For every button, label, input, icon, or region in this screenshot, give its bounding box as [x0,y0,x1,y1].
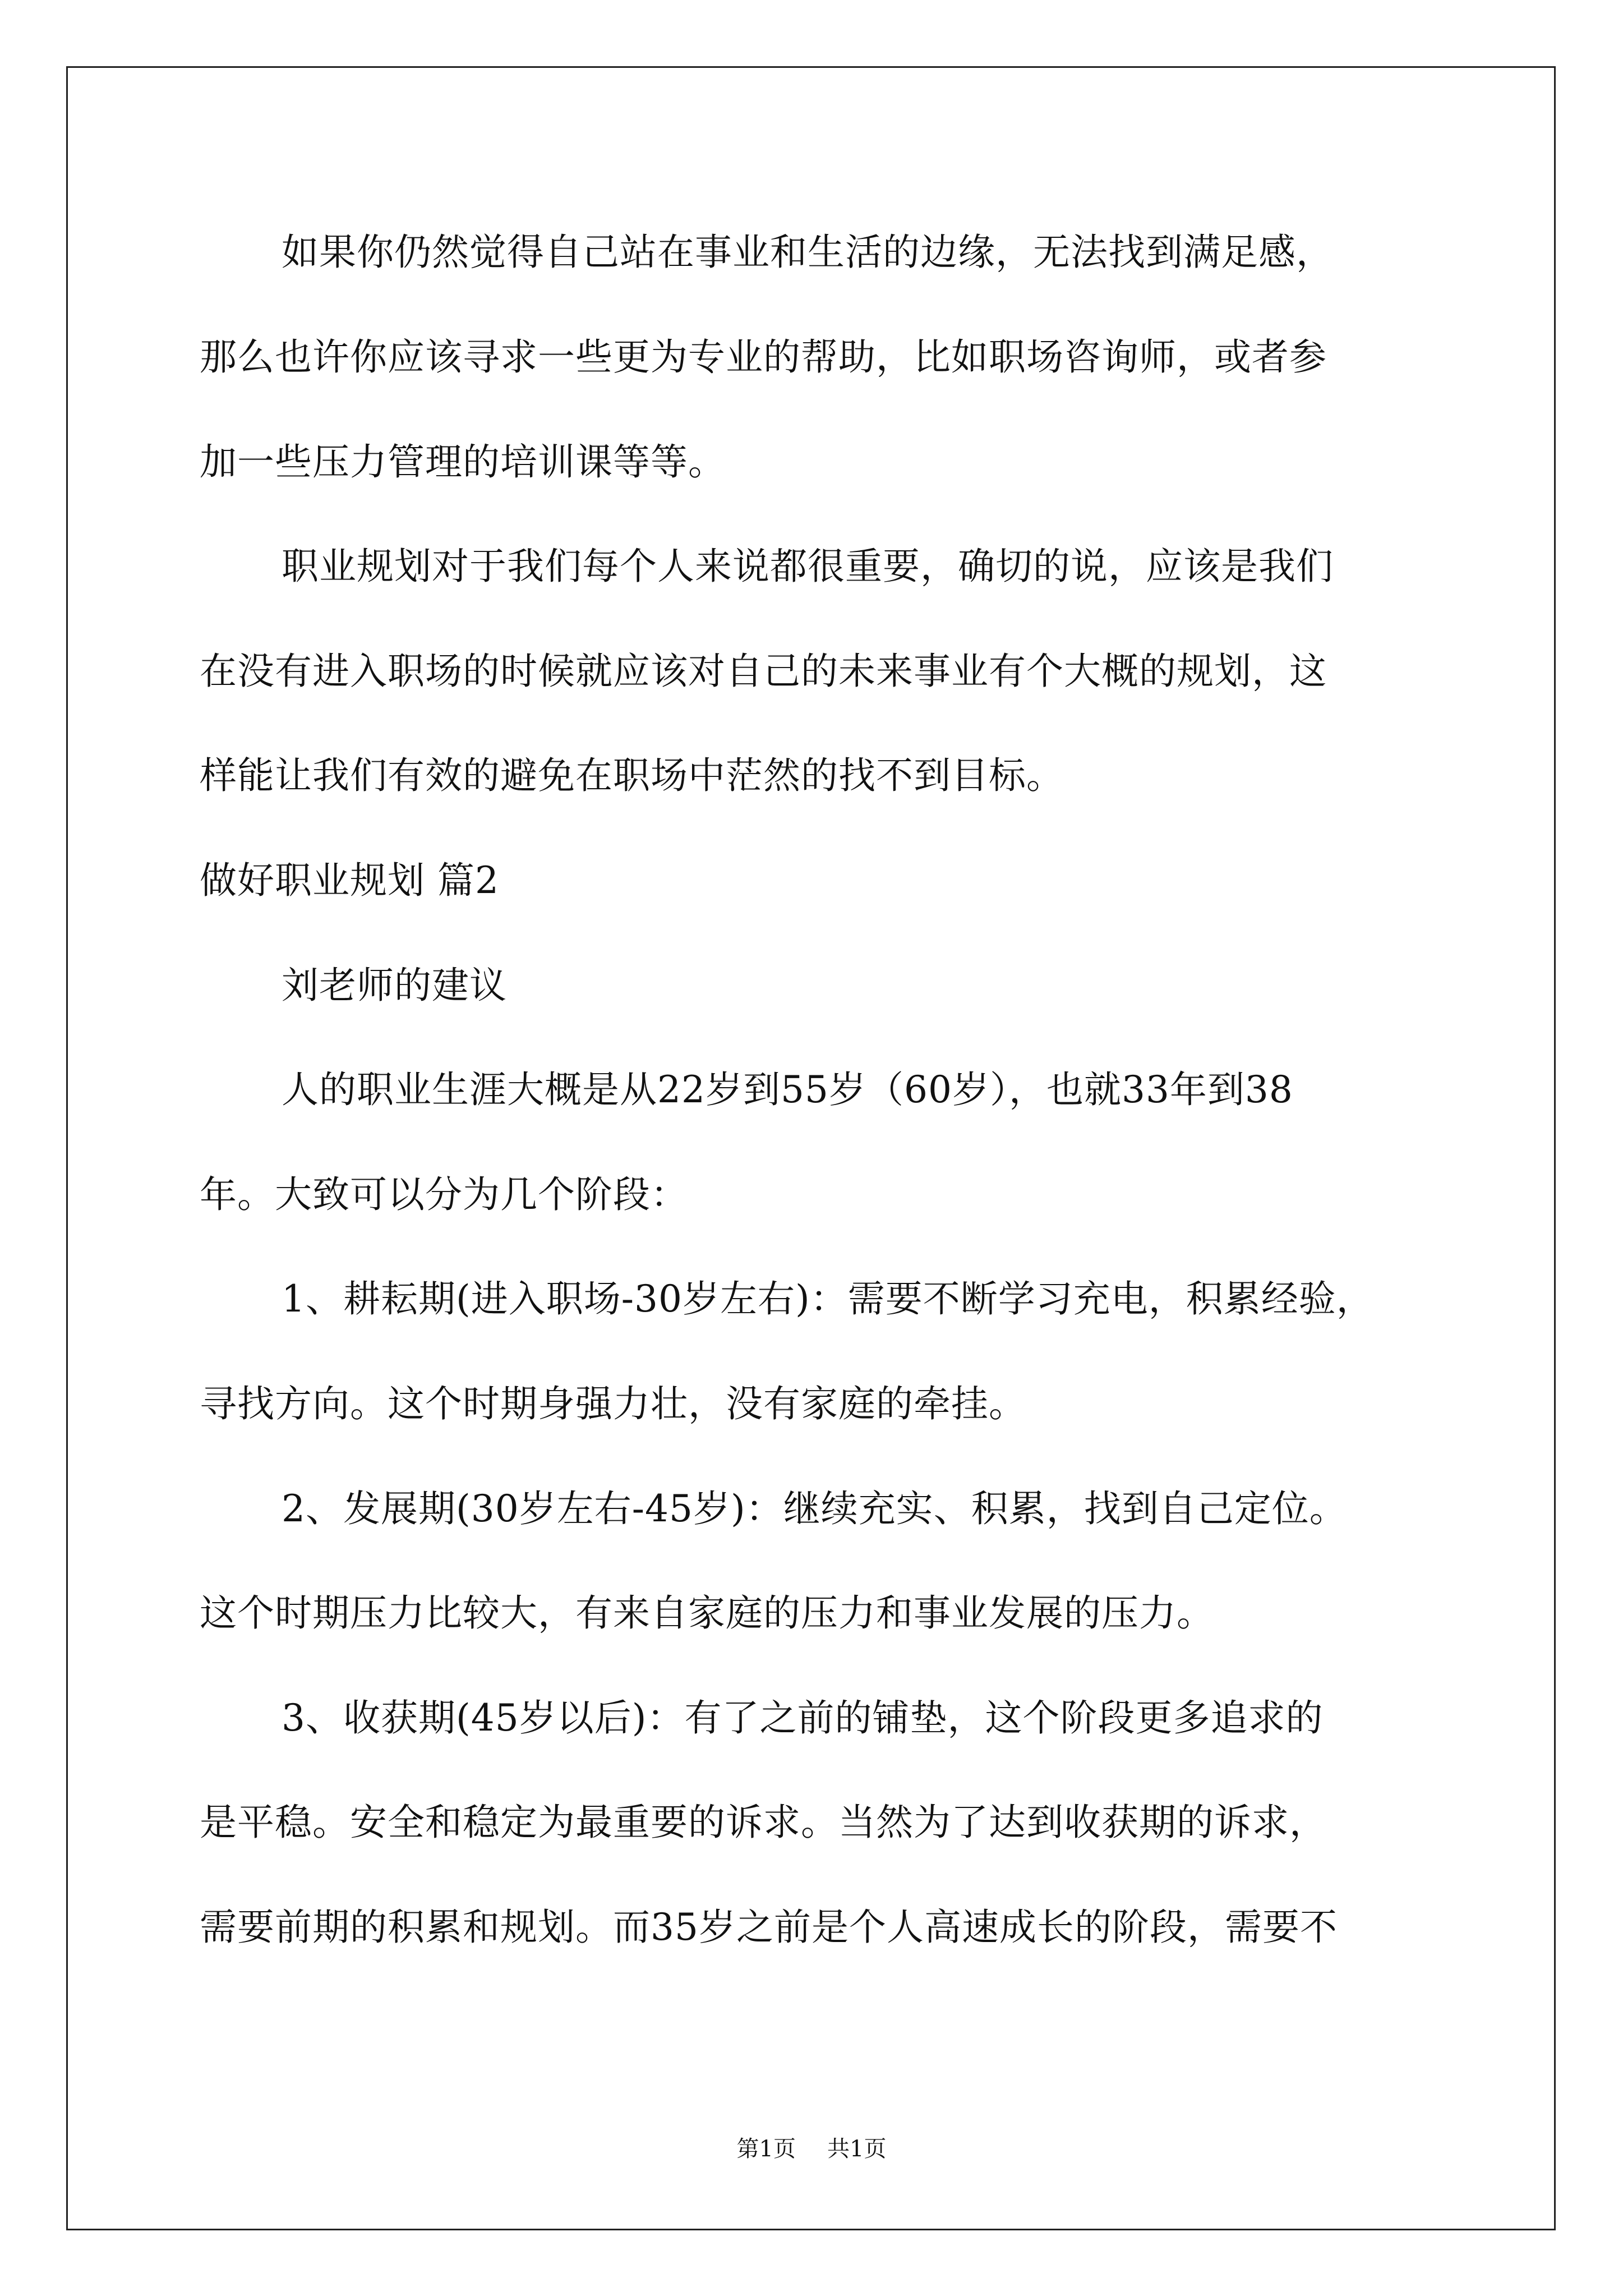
paragraph-line: 职业规划对于我们每个人来说都很重要，确切的说，应该是我们 [282,545,1334,588]
list-item-line: 2、发展期(30岁左右-45岁)：继续充实、积累，找到自己定位。 [282,1487,1347,1530]
paragraph-line: 加一些压力管理的培训课等等。 [200,440,726,484]
list-item-line: 这个时期压力比较大，有来自家庭的压力和事业发展的压力。 [200,1591,1214,1635]
list-item-line: 寻找方向。这个时期身强力壮，没有家庭的牵挂。 [200,1382,1026,1425]
paragraph-line: 如果你仍然觉得自己站在事业和生活的边缘，无法找到满足感， [282,231,1334,274]
page-number: 第1页 [736,2136,796,2162]
list-item-line: 3、收获期(45岁以后)：有了之前的铺垫，这个阶段更多追求的 [282,1696,1324,1740]
list-item-line: 1、耕耘期(进入职场-30岁左右)：需要不断学习充电，积累经验， [282,1277,1374,1320]
page-footer [0,2135,1623,2163]
paragraph-line: 那么也许你应该寻求一些更为专业的帮助，比如职场咨询师，或者参 [200,335,1327,379]
paragraph-line: 人的职业生涯大概是从22岁到55岁（60岁），也就33年到38 [282,1068,1293,1111]
paragraph-line: 年。大致可以分为几个阶段： [200,1173,688,1216]
subheading: 刘老师的建议 [282,964,507,1007]
list-item-line: 需要前期的积累和规划。而35岁之前是个人高速成长的阶段，需要不 [200,1906,1338,1949]
section-heading: 做好职业规划 篇2 [200,859,499,902]
paragraph-line: 在没有进入职场的时候就应该对自己的未来事业有个大概的规划，这 [200,650,1327,693]
list-item-line: 是平稳。安全和稳定为最重要的诉求。当然为了达到收获期的诉求， [200,1801,1327,1844]
paragraph-line: 样能让我们有效的避免在职场中茫然的找不到目标。 [200,754,1064,797]
page-total: 共1页 [827,2136,887,2162]
